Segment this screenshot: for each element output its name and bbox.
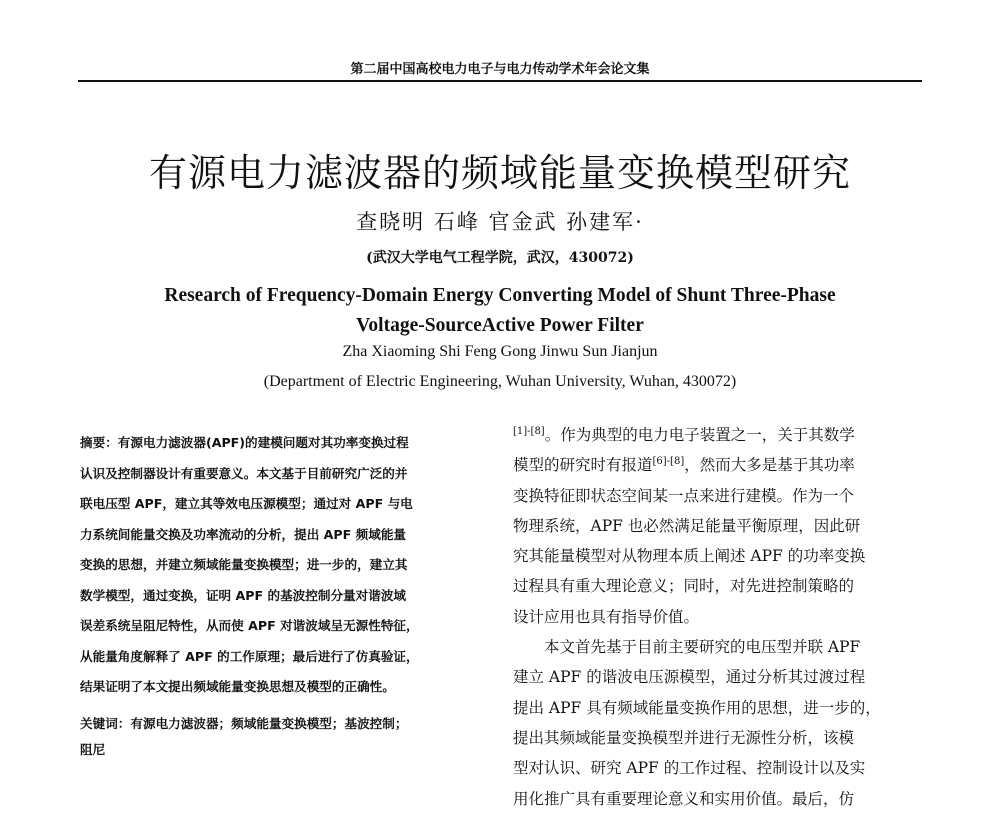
affiliation-cn: (武汉大学电气工程学院，武汉，430072)	[366, 250, 634, 266]
body-line: 物理系统，APF 也必然满足能量平衡原理，因此研	[513, 516, 861, 535]
abstract-line: 结果证明了本文提出频域能量变换思想及模型的正确性。	[80, 679, 395, 694]
body-line	[513, 420, 923, 450]
body-line: 提出其频域能量变换模型并进行无源性分析，该模	[513, 728, 855, 747]
header-rule	[78, 80, 922, 82]
keywords-line: 关键词：有源电力滤波器；频域能量变换模型；基波控制；	[80, 715, 408, 731]
abstract-line: 联电压型 APF，建立其等效电压源模型；通过对 APF 与电	[80, 496, 413, 511]
body-line: 建立 APF 的谐波电压源模型，通过分析其过渡过程	[513, 668, 866, 687]
body-text: 。作为典型的电力电子装置之一，关于其数学	[544, 426, 855, 444]
paper-title-en	[0, 281, 1000, 341]
abstract-line: 数学模型，通过变换，证明 APF 的基波控制分量对谐波域	[80, 587, 407, 603]
body-line: 变换特征即状态空间某一点来进行建模。作为一个	[513, 486, 855, 505]
body-column	[513, 420, 923, 814]
authors-cn: 查晓明 石峰 官金武 孙建军·	[356, 210, 644, 234]
body-line: 设计应用也具有指导价值。	[513, 607, 700, 626]
body-text: 模型的研究时有报道	[513, 456, 653, 475]
body-line: 本文首先基于目前主要研究的电压型并联 APF	[513, 638, 861, 657]
body-line: 究其能量模型对从物理本质上阐述 APF 的功率变换	[513, 547, 866, 566]
body-line: 用化推广具有重要理论意义和实用价值。最后，仿	[513, 789, 855, 808]
affiliation-en: (Department of Electric Engineering, Wuhan University, Wuhan, 430072)	[263, 373, 737, 390]
abstract-column	[80, 428, 495, 763]
abstract	[80, 428, 495, 703]
paper-title-cn: 有源电力滤波器的频域能量变换模型研究	[148, 151, 851, 195]
abstract-line: 力系统间能量交换及功率流动的分析，提出 APF 频域能量	[80, 526, 407, 542]
running-header: 第二届中国高校电力电子与电力传动学术年会论文集	[350, 62, 650, 77]
keywords-line: 阻尼	[80, 741, 106, 757]
paper-title-en-line1: Research of Frequency-Domain Energy Converting Model of Shunt Three-Phase	[164, 285, 836, 306]
authors-en: Zha Xiaoming Shi Feng Gong Jinwu Sun Jianjun	[342, 343, 658, 360]
citation-ref: [1]-[8]	[513, 426, 545, 437]
body-line: 过程具有重大理论意义；同时，对先进控制策略的	[513, 577, 855, 596]
body-line	[513, 450, 923, 480]
abstract-line: 误差系统呈阻尼特性，从而使 APF 对谐波域呈无源性特征，	[80, 618, 419, 633]
abstract-line: 从能量角度解释了 APF 的工作原理；最后进行了仿真验证，	[80, 648, 419, 664]
abstract-line: 摘要：有源电力滤波器(APF)的建模问题对其功率变换过程	[80, 435, 409, 450]
body-text: ，然而大多是基于其功率	[684, 456, 855, 475]
citation-ref: [6]-[8]	[652, 456, 685, 468]
abstract-line: 变换的思想，并建立频域能量变换模型；进一步的，建立其	[80, 557, 408, 572]
body-line: 型对认识、研究 APF 的工作过程、控制设计以及实	[513, 759, 866, 778]
abstract-line: 认识及控制器设计有重要意义。本文基于目前研究广泛的并	[80, 465, 408, 481]
keywords	[80, 711, 495, 763]
paper-title-en-line2: Voltage-SourceActive Power Filter	[356, 315, 644, 336]
body-line: 提出 APF 具有频域能量变换作用的思想，进一步的，	[513, 698, 881, 717]
